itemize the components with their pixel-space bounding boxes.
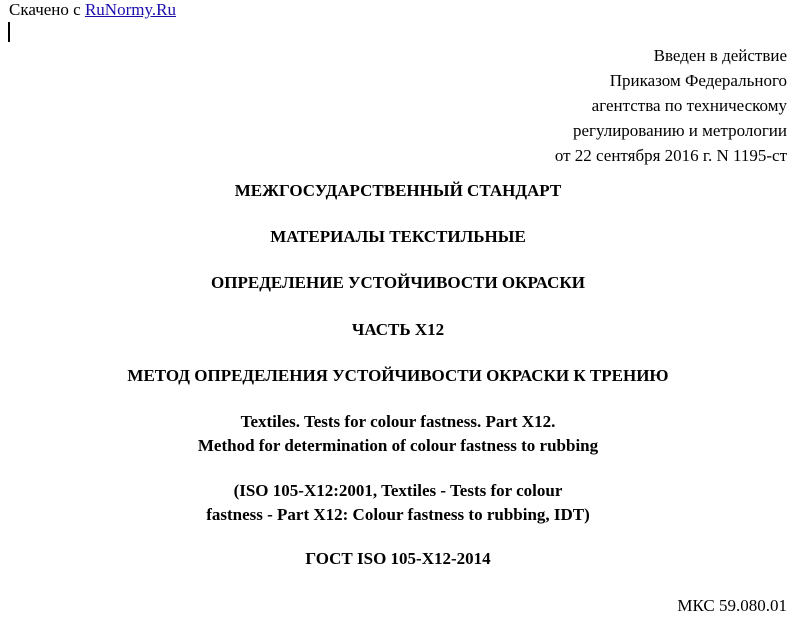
mks-code: МКС 59.080.01	[677, 596, 787, 615]
runormy-link[interactable]: RuNormy.Ru	[84, 0, 176, 19]
english-title	[0, 410, 790, 458]
approval-line: от 22 сентября 2016 г. N 1195-ст	[554, 146, 787, 165]
test-heading: ОПРЕДЕЛЕНИЕ УСТОЙЧИВОСТИ ОКРАСКИ	[211, 273, 585, 292]
approval-line: агентства по техническому	[591, 96, 787, 115]
method-heading: МЕТОД ОПРЕДЕЛЕНИЯ УСТОЙЧИВОСТИ ОКРАСКИ К ТРЕНИЮ	[127, 366, 669, 385]
approval-block	[555, 43, 787, 168]
subject-heading: МАТЕРИАЛЫ ТЕКСТИЛЬНЫЕ	[270, 227, 526, 246]
iso-reference-line: (ISO 105-X12:2001, Textiles - Tests for colour	[233, 481, 563, 500]
approval-line: Приказом Федерального	[609, 71, 787, 90]
gost-designation: ГОСТ ISO 105-X12-2014	[305, 549, 491, 568]
iso-reference	[0, 479, 790, 527]
approval-line: регулированию и метрологии	[572, 121, 787, 140]
text-cursor	[8, 22, 10, 42]
download-source-line	[9, 0, 176, 20]
standard-type-heading: МЕЖГОСУДАРСТВЕННЫЙ СТАНДАРТ	[234, 181, 562, 200]
iso-reference-line: fastness - Part X12: Colour fastness to rubbing, IDT)	[206, 505, 590, 524]
approval-line: Введен в действие	[653, 46, 787, 65]
english-title-line: Method for determination of colour fastness to rubbing	[197, 436, 599, 455]
english-title-line: Textiles. Tests for colour fastness. Part X12.	[240, 412, 556, 431]
part-heading: ЧАСТЬ X12	[351, 320, 445, 339]
download-prefix: Скачено с	[9, 0, 85, 19]
